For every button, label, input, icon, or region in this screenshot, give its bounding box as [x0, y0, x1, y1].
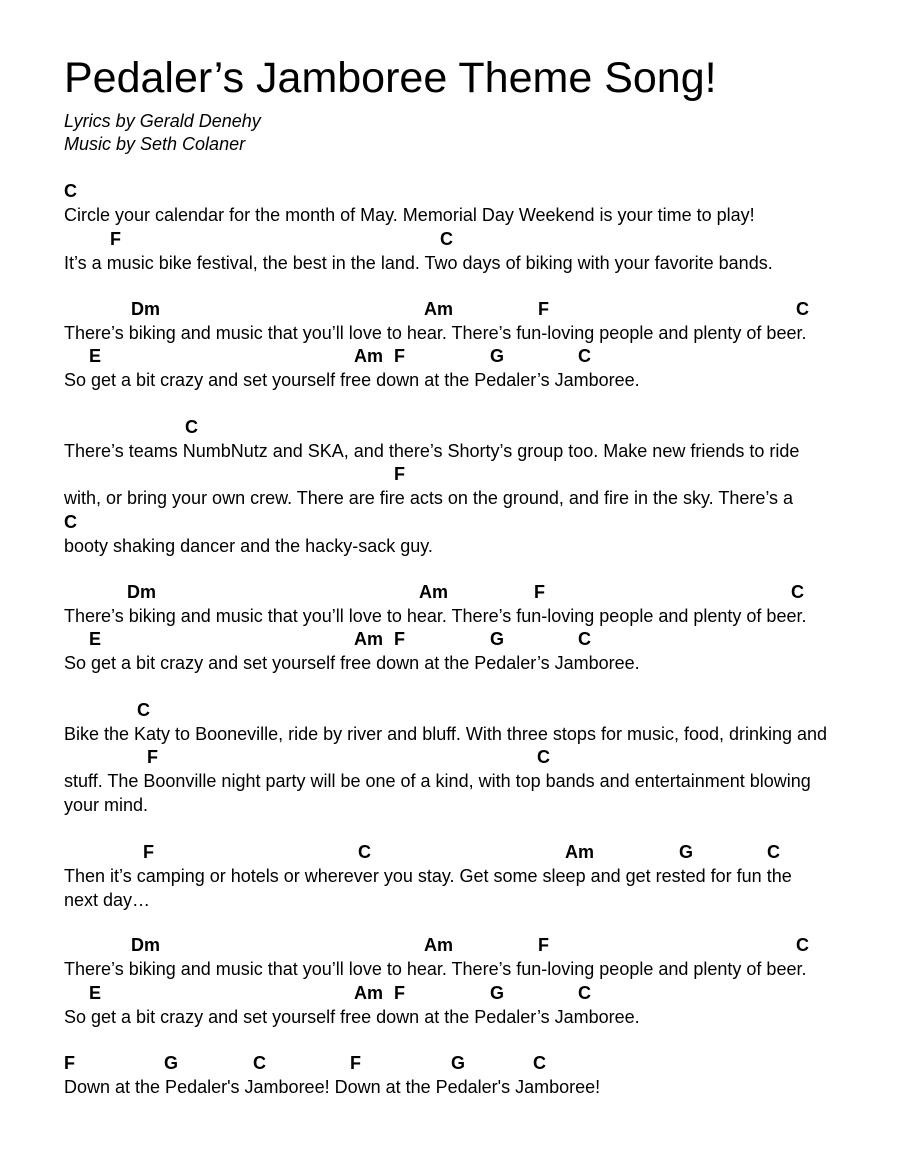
- lyric-line: stuff. The Boonville night party will be one of a kind, with top bands and entertainment blowing: [64, 771, 811, 791]
- chord-marker: F: [534, 582, 545, 602]
- chord-marker: F: [538, 935, 549, 955]
- lyric-line: your mind.: [64, 795, 149, 815]
- chord-marker: G: [490, 346, 505, 366]
- chord-marker: G: [490, 983, 505, 1003]
- chord-marker: F: [110, 229, 121, 249]
- chord-marker: G: [164, 1053, 179, 1073]
- lyric-line: Bike the Katy to Booneville, ride by river and bluff. With three stops for music, food, drinking and: [64, 724, 828, 744]
- lyric-line: There’s biking and music that you’ll love to hear. There’s fun-loving people and plenty of beer.: [64, 606, 807, 626]
- chord-marker: F: [538, 299, 549, 319]
- chord-marker: C: [537, 747, 550, 767]
- chord-marker: Dm: [127, 582, 157, 602]
- chord-marker: C: [185, 417, 198, 437]
- chord-marker: F: [350, 1053, 361, 1073]
- chord-marker: C: [253, 1053, 266, 1073]
- lyric-line: Down at the Pedaler's Jamboree! Down at the Pedaler's Jamboree!: [64, 1077, 601, 1097]
- chord-marker: Dm: [131, 935, 161, 955]
- lyrics-credit: Lyrics by Gerald Denehy: [64, 111, 261, 131]
- page-title: Pedaler’s Jamboree Theme Song!: [64, 54, 717, 102]
- chord-marker: C: [578, 629, 591, 649]
- chord-marker: F: [147, 747, 158, 767]
- chord-marker: C: [533, 1053, 546, 1073]
- music-credit: Music by Seth Colaner: [64, 134, 246, 154]
- lyric-line: So get a bit crazy and set yourself free down at the Pedaler’s Jamboree.: [64, 370, 640, 390]
- lyric-line: It’s a music bike festival, the best in the land. Two days of biking with your favorite bands.: [64, 253, 773, 273]
- chord-marker: Am: [424, 299, 454, 319]
- chord-marker: Dm: [131, 299, 161, 319]
- chord-marker: F: [394, 983, 405, 1003]
- chord-marker: G: [451, 1053, 466, 1073]
- chord-marker: C: [791, 582, 804, 602]
- chord-marker: C: [64, 181, 77, 201]
- lyric-line: So get a bit crazy and set yourself free down at the Pedaler’s Jamboree.: [64, 1007, 640, 1027]
- chord-marker: C: [578, 983, 591, 1003]
- chord-marker: Am: [424, 935, 454, 955]
- chord-marker: E: [89, 629, 102, 649]
- chord-marker: Am: [354, 346, 384, 366]
- chord-marker: F: [394, 346, 405, 366]
- lyric-line: next day…: [64, 890, 151, 910]
- chord-marker: C: [796, 299, 809, 319]
- chord-marker: Am: [354, 983, 384, 1003]
- chord-marker: F: [143, 842, 154, 862]
- lyric-line: booty shaking dancer and the hacky-sack guy.: [64, 536, 433, 556]
- chord-marker: C: [137, 700, 150, 720]
- chord-marker: C: [440, 229, 453, 249]
- lyric-line: There’s teams NumbNutz and SKA, and there’s Shorty’s group too. Make new friends to ride: [64, 441, 800, 461]
- chord-marker: C: [358, 842, 371, 862]
- lyric-line: So get a bit crazy and set yourself free down at the Pedaler’s Jamboree.: [64, 653, 640, 673]
- chord-marker: C: [796, 935, 809, 955]
- chord-marker: G: [490, 629, 505, 649]
- lyric-line: There’s biking and music that you’ll love to hear. There’s fun-loving people and plenty of beer.: [64, 959, 807, 979]
- chord-marker: Am: [419, 582, 449, 602]
- chord-marker: Am: [565, 842, 595, 862]
- lyric-line: There’s biking and music that you’ll love to hear. There’s fun-loving people and plenty of beer.: [64, 323, 807, 343]
- chord-marker: E: [89, 983, 102, 1003]
- chord-marker: F: [394, 629, 405, 649]
- chord-marker: C: [578, 346, 591, 366]
- lyric-line: with, or bring your own crew. There are fire acts on the ground, and fire in the sky. There’s a: [64, 488, 794, 508]
- chord-marker: C: [767, 842, 780, 862]
- chord-marker: C: [64, 512, 77, 532]
- lyric-line: Then it’s camping or hotels or wherever you stay. Get some sleep and get rested for fun the: [64, 866, 792, 886]
- chord-marker: F: [64, 1053, 75, 1073]
- chord-marker: E: [89, 346, 102, 366]
- chord-marker: F: [394, 464, 405, 484]
- lyric-line: Circle your calendar for the month of May. Memorial Day Weekend is your time to play!: [64, 205, 755, 225]
- chord-marker: G: [679, 842, 694, 862]
- chord-marker: Am: [354, 629, 384, 649]
